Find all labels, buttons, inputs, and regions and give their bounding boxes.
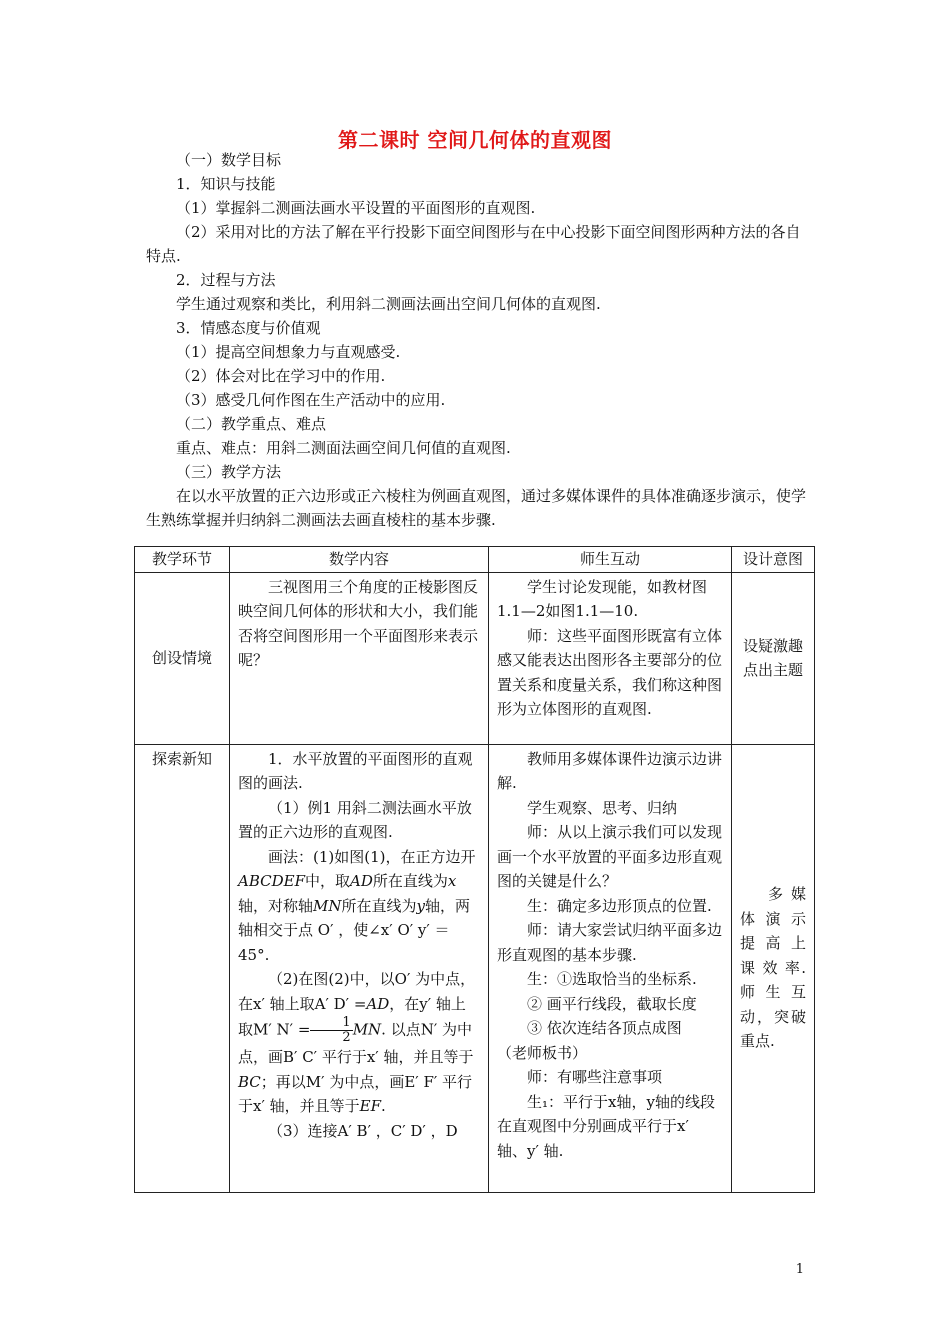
stage-cell: 探索新知 <box>135 744 230 1192</box>
table-row <box>135 744 815 1192</box>
method-text: 在以水平放置的正六边形或正六棱柱为例画直观图，通过多媒体课件的具体准确逐步演示，使学生熟练掌握并归纳斜二测画法去画直棱柱的基本步骤. <box>146 487 807 529</box>
intent-cell: 设疑激趣点出主题 <box>732 572 815 744</box>
interaction-cell: 学生讨论发现能，如教材图1.1—2如图1.1—10. 师：这些平面图形既富有立体感又能表达出图形各主要部分的位置关系和度量关系，我们称这种图形为立体图形的直观图. <box>489 572 732 744</box>
process-method: 2．过程与方法 <box>176 271 276 289</box>
content-cell: 三视图用三个角度的正棱影图反映空间几何体的形状和大小，我们能否将空间图形用一个平面图形来表示呢？ <box>230 572 489 744</box>
objective-item: （2）采用对比的方法了解在平行投影下面空间图形与在中心投影下面空间图形两种方法的各自特点. <box>146 223 801 265</box>
stage-cell: 创设情境 <box>135 572 230 744</box>
objective-item: （1）掌握斜二测画法画水平设置的平面图形的直观图. <box>176 199 536 217</box>
objective-item: （1）提高空间想象力与直观感受. <box>176 343 401 361</box>
table-row <box>135 572 815 744</box>
objective-item: （3）感受几何作图在生产活动中的应用. <box>176 391 446 409</box>
header-intent: 设计意图 <box>732 547 815 573</box>
intent-cell: 多 媒 体 演 示 提 高 上 课 效 率. 师生互动，突破重点. <box>732 744 815 1192</box>
key-points-heading: （二）教学重点、难点 <box>176 415 327 433</box>
key-points: 重点、难点：用斜二测面法画空间几何值的直观图. <box>176 439 511 457</box>
page-number: 1 <box>795 1262 804 1277</box>
page-title: 第二课时 空间几何体的直观图 <box>338 128 612 152</box>
objective-item: 学生通过观察和类比，利用斜二测画法画出空间几何体的直观图. <box>176 295 601 313</box>
table-header-row <box>135 547 815 573</box>
header-interaction: 师生互动 <box>489 547 732 573</box>
interaction-cell: 教师用多媒体课件边演示边讲解. 学生观察、思考、归纳 师：从以上演示我们可以发现画一个水平放置的平面多边形直观图的关键是什么？ 生：确定多边形顶点的位置. 师：请大家尝试归纳平面多边形直观图的基本步骤. 生：①选取恰当的坐标系. ② 画平行线段，截取长度 ③ 依次连结各顶点成图 （老师板书） 师：有哪些注意事项 生₁：平行于x轴，y轴的线段在直观图中分别画成平行于x′ 轴、y′ 轴. <box>489 744 732 1192</box>
header-stage: 教学环节 <box>135 547 230 573</box>
lesson-table <box>134 546 815 1193</box>
header-content: 数学内容 <box>230 547 489 573</box>
knowledge-skills: 1．知识与技能 <box>176 175 276 193</box>
objective-item: （2）体会对比在学习中的作用. <box>176 367 386 385</box>
content-cell: 1．水平放置的平面图形的直观图的画法. （1）例1 用斜二测法画水平放置的正六边形的直观图. 画法：(1)如图(1)，在正方边开ABCDEF中，取AD所在直线为x轴，对称轴MN所在直线为y轴，两轴相交于点 O′ ，使∠x′ O′ y′ ＝45°. （2)在图(2)中，以O′ 为中点，在x′ 轴上取A′ D′ =AD，在y′ 轴上取M′ N′ = $\frac{1}{2}$ MN. 以点N′ 为中点，画B′ C′ 平行于x′ 轴，并且等于BC；再以M′ 为中点，画E′ F′ 平行于x′ 轴，并且等于EF. （3）连接A′ B′ ，C′ D′ ，D <box>230 744 489 1192</box>
objectives-heading: （一）数学目标 <box>176 151 282 169</box>
method-heading: （三）教学方法 <box>176 463 282 481</box>
attitude-values: 3．情感态度与价值观 <box>176 319 321 337</box>
fraction-one-half: $\frac{1}{2}$ <box>310 1016 352 1045</box>
lesson-objectives <box>146 148 810 532</box>
